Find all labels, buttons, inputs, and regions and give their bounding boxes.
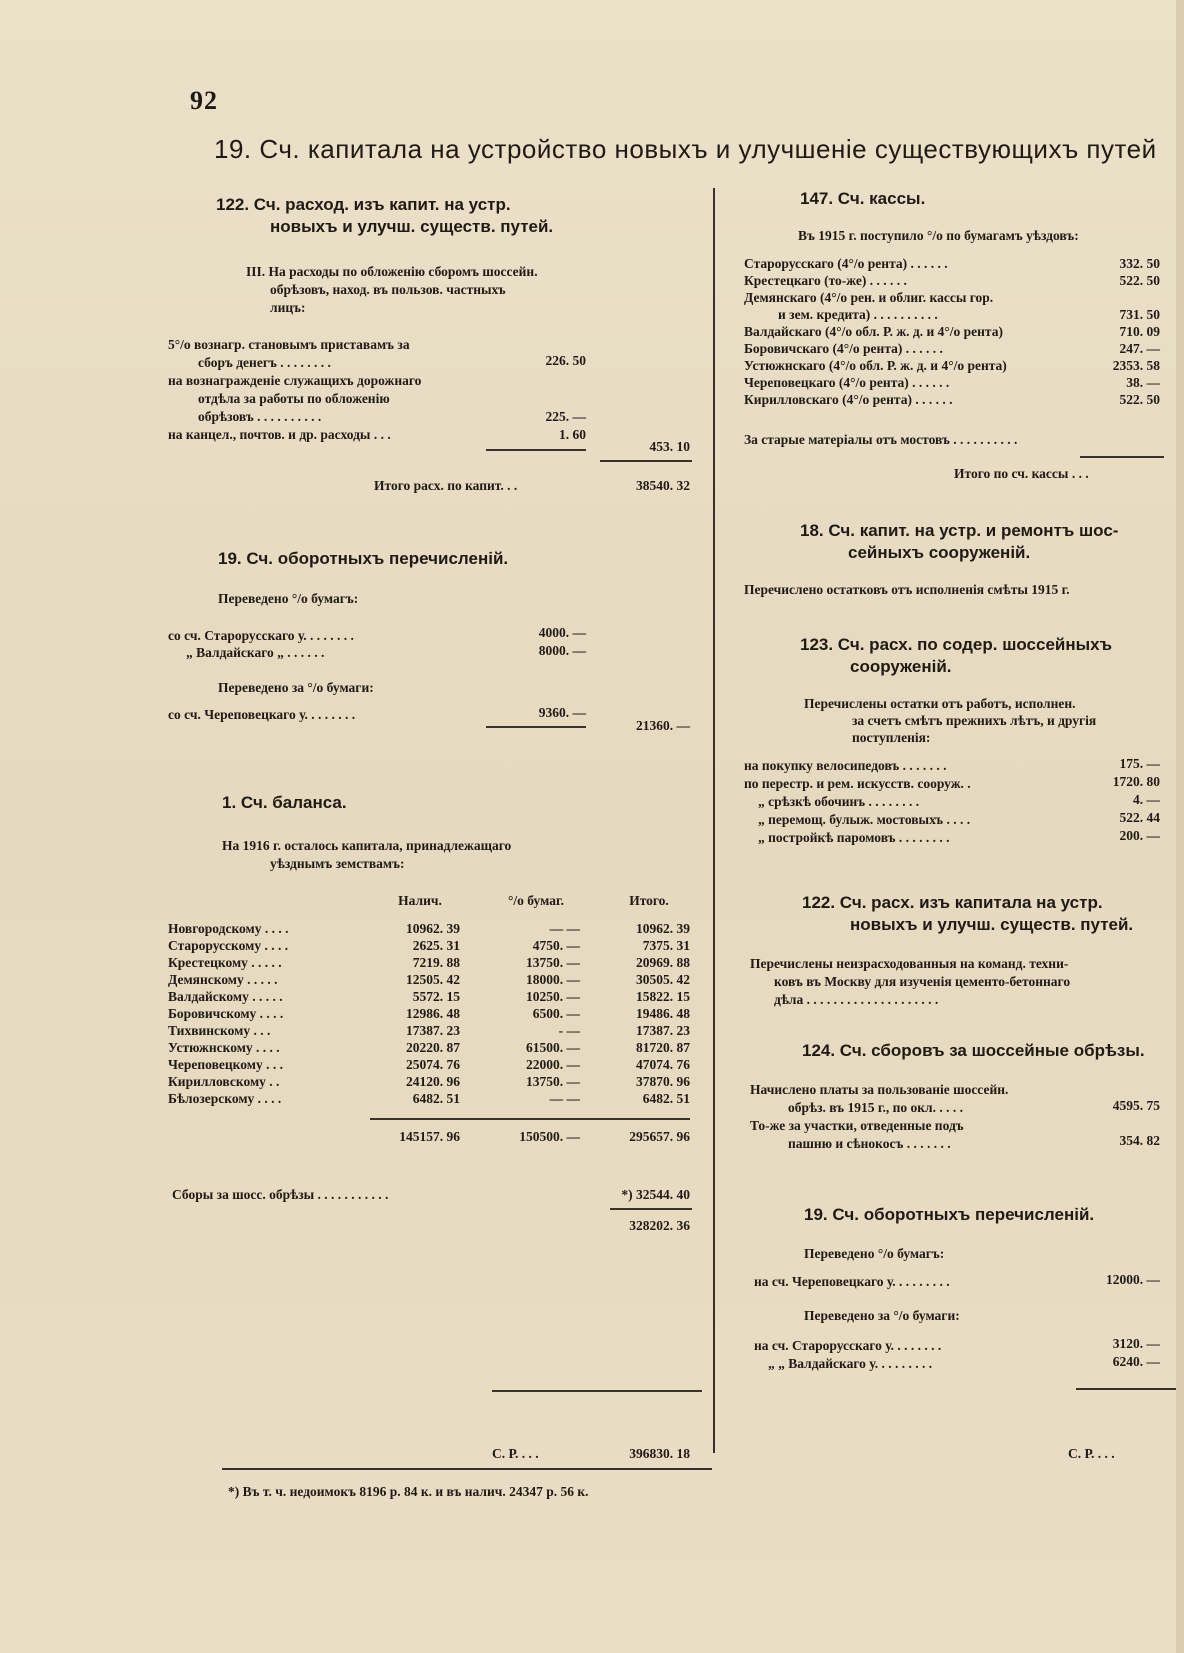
cell-bonds: 22000. — [526,1057,580,1072]
text-line: поступленія: [852,730,931,745]
row-label: Устюжнскому . . . . [168,1040,280,1055]
row-label: Валдайскому . . . . . [168,989,283,1004]
sum-rule [486,726,586,728]
cell-total: 19486. 48 [636,1006,690,1021]
text-line: на вознагражденіе служащихъ дорожнаго [168,373,422,388]
page-number: 92 [190,86,218,115]
row-label: Кирилловскому . . [168,1074,280,1089]
section-title: 1. Сч. баланса. [222,793,347,812]
cell-bonds: 13750. — [526,955,580,970]
amount: 332. 50 [1119,256,1160,271]
text-line: на сч. Череповецкаго у. . . . . . . . . [754,1274,950,1289]
amount: 2353. 58 [1112,358,1160,373]
page-title: 19. Сч. капитала на устройство новыхъ и улучшеніе существующихъ путей [214,134,1157,164]
text-line: со сч. Староруcскаго у. . . . . . . . [168,628,354,643]
section-title: сейныхъ сооруженій. [848,543,1031,562]
text-line: обрѣзовъ . . . . . . . . . . [198,409,322,424]
column-header: Итого. [629,893,669,908]
sr-value: 396830. 18 [629,1446,690,1461]
text-line: „ Валдайскаго „ . . . . . . [186,645,325,660]
amount: 522. 50 [1119,392,1160,407]
text-line: дѣла . . . . . . . . . . . . . . . . . . . . [774,992,939,1007]
total-label: Итого по сч. кассы . . . [954,466,1089,481]
total-amount: 21360. — [636,718,690,733]
sum-bonds: 150500. — [519,1129,580,1144]
section-title: 122. Сч. расх. изъ капитала на устр. [802,893,1103,912]
cell-cash: 17387. 23 [406,1023,460,1038]
row-label: Боровичскому . . . . [168,1006,284,1021]
section-title: 122. Сч. расход. изъ капит. на устр. [216,195,511,214]
amount: 12000. — [1106,1272,1160,1287]
list-item: по перестр. и рем. искусств. сооруж. . [744,776,971,791]
cell-bonds: — — [549,921,580,936]
cell-total: 81720. 87 [636,1040,690,1055]
amount: 522. 50 [1119,273,1160,288]
sr-label: С. Р. . . . [1068,1446,1115,1461]
page-edge [1176,0,1184,1653]
cell-bonds: 10250. — [526,989,580,1004]
cell-total: 10962. 39 [636,921,690,936]
amount: 38. — [1126,375,1160,390]
amount: 1. 60 [559,427,586,442]
sum-rule [370,1118,690,1120]
cell-cash: 5572. 15 [412,989,460,1004]
text-line: На 1916 г. осталось капитала, принадлежащаго [222,838,512,853]
fees-value: *) 32544. 40 [621,1187,690,1202]
row-label: Бѣлозерскому . . . . [168,1091,282,1106]
cell-cash: 24120. 96 [406,1074,460,1089]
amount: 354. 82 [1119,1133,1160,1148]
sum-rule [610,1208,692,1210]
list-item: и зем. кредита) . . . . . . . . . . [778,307,938,322]
amount: 731. 50 [1119,307,1160,322]
list-item: „ перемощ. булыж. мостовыхъ . . . . [758,812,971,827]
column-header: Налич. [398,893,442,908]
sum-rule [600,460,692,462]
cell-bonds: - — [558,1023,580,1038]
sum-rule [486,449,586,451]
text-line: ковъ въ Москву для изученія цементо-бетоннаго [774,974,1071,989]
cell-bonds: 6500. — [532,1006,580,1021]
amount: 226. 50 [545,353,586,368]
text-line: То-же за участки, отведенные подъ [750,1118,964,1133]
text-line: Перечислены остатки отъ работъ, исполнен. [804,696,1076,711]
section-title: 19. Сч. оборотныхъ перечисленій. [804,1205,1095,1224]
amount: 9360. — [538,705,586,720]
sum-rule [1076,1388,1176,1390]
amount: 4595. 75 [1112,1098,1160,1113]
section-title: 19. Сч. оборотныхъ перечисленій. [218,549,509,568]
cell-cash: 6482. 51 [412,1091,460,1106]
cell-bonds: 18000. — [526,972,580,987]
row-label: Демянскому . . . . . [168,972,278,987]
cell-cash: 12986. 48 [406,1006,460,1021]
cell-cash: 12505. 42 [406,972,460,987]
text-line: обрѣз. въ 1915 г., по окл. . . . . [788,1100,963,1115]
section-title: 18. Сч. капит. на устр. и ремонтъ шос- [800,521,1119,540]
row-label: Крестецкому . . . . . [168,955,282,970]
amount: 247. — [1119,341,1160,356]
sum-rule [1080,456,1164,458]
sr-label: С. Р. . . . [492,1446,539,1461]
row-label: Новгородскому . . . . [168,921,289,936]
list-item: на покупку велосипедовъ . . . . . . . [744,758,947,773]
cell-cash: 10962. 39 [406,921,460,936]
section-title: новыхъ и улучш. существ. путей. [850,915,1134,934]
text-line: обрѣзовъ, наход. въ пользов. частныхъ [270,282,506,297]
text-line: Начислено платы за пользованіе шоссейн. [750,1082,1009,1097]
cell-bonds: 13750. — [526,1074,580,1089]
text-line: Въ 1915 г. поступило °/о по бумагамъ уѣздовъ: [798,228,1079,243]
text-line: Переведено °/о бумагъ: [804,1246,945,1261]
cell-total: 7375. 31 [642,938,690,953]
section-title: новыхъ и улучш. существ. путей. [270,217,554,236]
list-item: Крестецкаго (то-же) . . . . . . [744,273,907,288]
subtotal: 453. 10 [649,439,690,454]
text-line: пашню и сѣнокосъ . . . . . . . [788,1136,951,1151]
amount: 8000. — [538,643,586,658]
row-label: Череповецкому . . . [168,1057,283,1072]
cell-total: 15822. 15 [636,989,690,1004]
cell-bonds: — — [549,1091,580,1106]
cell-bonds: 4750. — [532,938,580,953]
amount: 710. 09 [1119,324,1160,339]
text-line: „ „ Валдайскаго у. . . . . . . . . [768,1356,933,1371]
total-amount: 38540. 32 [636,478,690,493]
text-line: Переведено за °/о бумаги: [218,680,374,695]
sum-total: 295657. 96 [629,1129,690,1144]
amount: 522. 44 [1119,810,1160,825]
sum-cash: 145157. 96 [399,1129,460,1144]
amount: 175. — [1119,756,1160,771]
cell-cash: 7219. 88 [412,955,460,970]
column-header: °/о бумаг. [508,893,564,908]
column-divider [713,188,715,1453]
amount: 3120. — [1112,1336,1160,1351]
text-line: III. На расходы по обложенію сборомъ шоссейн. [246,264,538,279]
cell-total: 47074. 76 [636,1057,690,1072]
list-item: Валдайскаго (4°/о обл. Р. ж. д. и 4°/о рента) [744,324,1003,339]
cell-total: 37870. 96 [636,1074,690,1089]
text-line: лицъ: [270,300,306,315]
sum-rule [492,1390,702,1392]
cell-total: 6482. 51 [642,1091,690,1106]
text-line: Переведено за °/о бумаги: [804,1308,960,1323]
text-line: отдѣла за работы по обложенію [198,391,390,406]
amount: 225. — [545,409,586,424]
text-line: Переведено °/о бумагъ: [218,591,359,606]
list-item: Кирилловскаго (4°/о рента) . . . . . . [744,392,953,407]
list-item: Старорусскаго (4°/о рента) . . . . . . [744,256,948,271]
cell-total: 20969. 88 [636,955,690,970]
cell-cash: 25074. 76 [406,1057,460,1072]
text-line: за счетъ смѣтъ прежнихъ лѣтъ, и другія [852,713,1097,728]
section-title: 123. Сч. расх. по содер. шоссейныхъ [800,635,1112,654]
amount: 4. — [1133,792,1160,807]
section-title: 124. Сч. сборовъ за шоссейные обрѣзы. [802,1041,1145,1060]
amount: 6240. — [1112,1354,1160,1369]
list-item: Череповецкаго (4°/о рента) . . . . . . [744,375,950,390]
section-title: 147. Сч. кассы. [800,189,926,208]
text-line: со сч. Череповецкаго у. . . . . . . . [168,707,356,722]
amount: 4000. — [538,625,586,640]
total-label: Итого расх. по капит. . . [374,478,518,493]
list-item: Демянскаго (4°/о рен. и облиг. кассы гор. [744,290,994,305]
cell-total: 30505. 42 [636,972,690,987]
text-line: уѣзднымъ земствамъ: [270,856,405,871]
cell-bonds: 61500. — [526,1040,580,1055]
list-item: „ постройкѣ паромовъ . . . . . . . . [758,830,950,845]
text-line: на сч. Старорусскаго у. . . . . . . . [754,1338,942,1353]
text-line: 5°/о вознагр. становымъ приставамъ за [168,337,410,352]
cell-total: 17387. 23 [636,1023,690,1038]
text-line: на канцел., почтов. и др. расходы . . . [168,427,391,442]
footnote-rule [222,1468,712,1470]
grand-total: 328202. 36 [629,1218,690,1233]
list-item: Боровичскаго (4°/о рента) . . . . . . [744,341,943,356]
amount: 1720. 80 [1112,774,1160,789]
fees-label: Сборы за шосс. обрѣзы . . . . . . . . . . . [172,1187,389,1202]
list-item: „ срѣзкѣ обочинъ . . . . . . . . [758,794,920,809]
row-label: Тихвинскому . . . [168,1023,271,1038]
section-title: сооруженій. [850,657,952,676]
text-line: сборъ денегъ . . . . . . . . [198,355,331,370]
cell-cash: 20220. 87 [406,1040,460,1055]
text-line: Перечислены неизрасходованныя на команд. техни- [750,956,1069,971]
cell-cash: 2625. 31 [412,938,460,953]
row-label: Старорусскому . . . . [168,938,289,953]
list-item: Устюжнскаго (4°/о обл. Р. ж. д. и 4°/о рента) [744,358,1007,373]
text-line: Перечислено остатковъ отъ исполненія смѣты 1915 г. [744,582,1070,597]
text-line: За старые матеріалы отъ мостовъ . . . . . . . . . . [744,432,1018,447]
amount: 200. — [1119,828,1160,843]
footnote: *) Въ т. ч. недоимокъ 8196 р. 84 к. и въ налич. 24347 р. 56 к. [228,1484,589,1499]
